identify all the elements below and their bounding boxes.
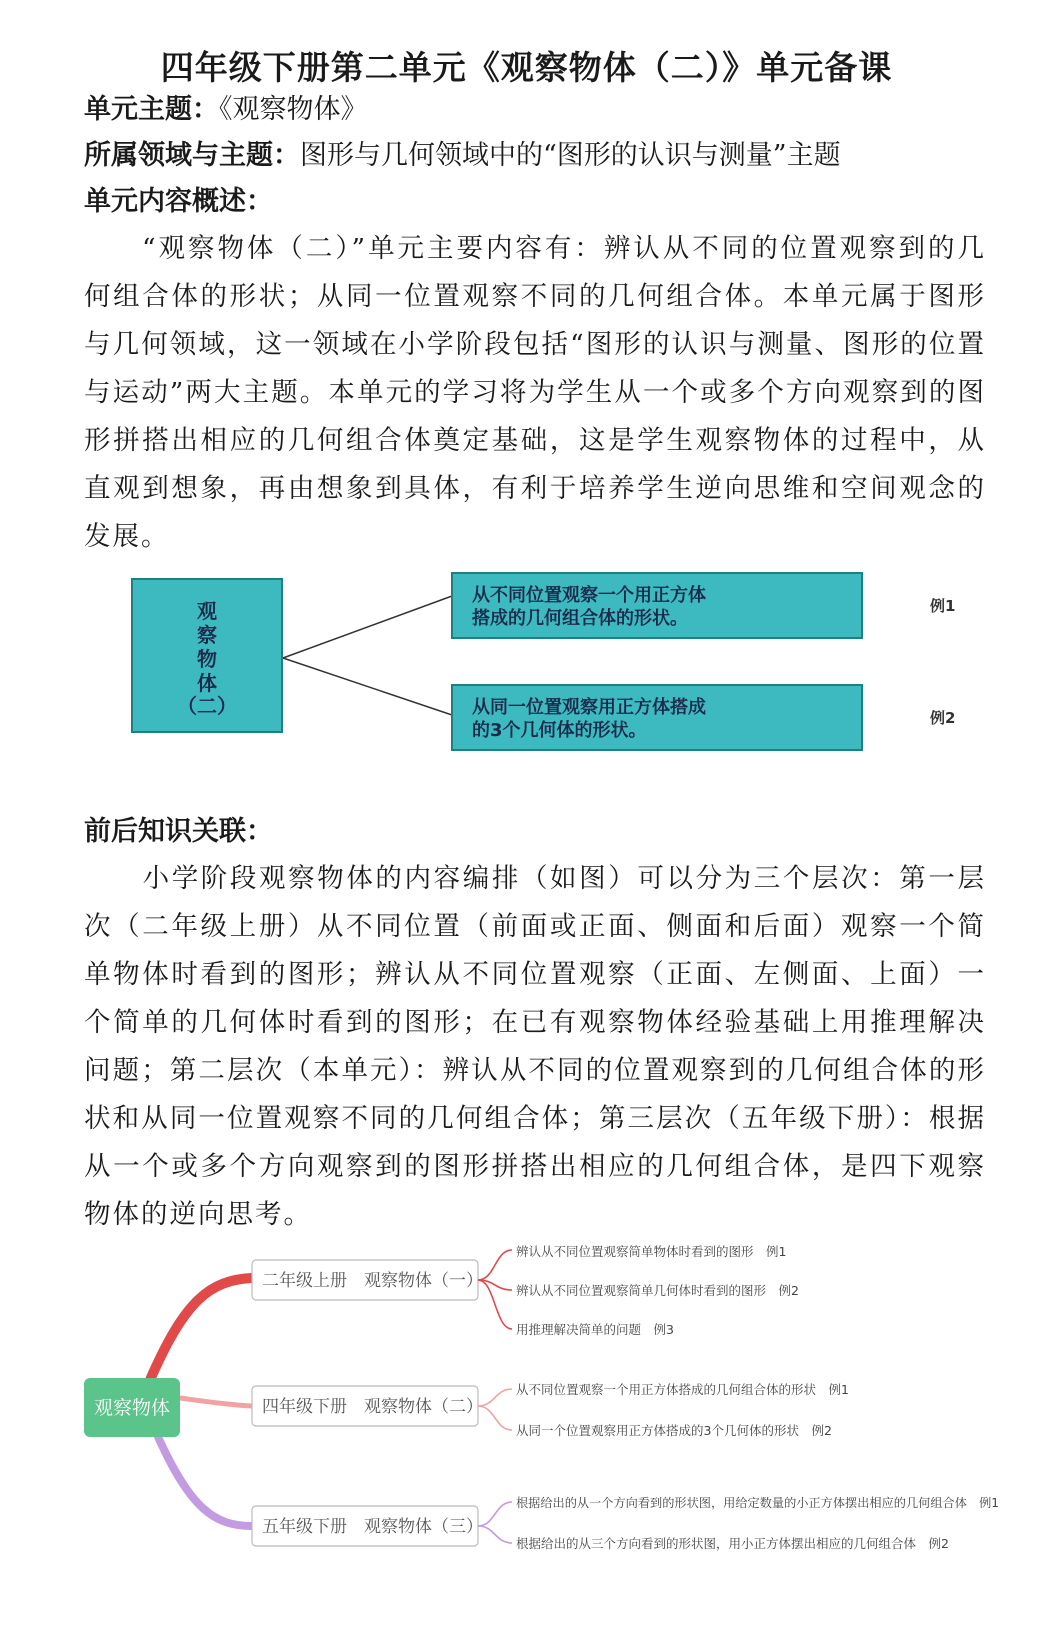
domain-line	[84, 139, 841, 173]
branch-1-example: 例1	[930, 597, 956, 615]
branch-3-leaf-1: 根据给出的从一个方向看到的形状图，用给定数量的小正方体摆出相应的几何组合体 例1	[516, 1496, 1000, 1510]
branch-2-line-1: 从同一位置观察用正方体搭成	[472, 697, 706, 718]
branch-1-leaf-3: 用推理解决简单的问题 例3	[516, 1322, 674, 1337]
branch-3-leaf-2: 根据给出的从三个方向看到的形状图，用小正方体摆出相应的几何组合体 例2	[516, 1536, 949, 1551]
branch-3-label: 五年级下册 观察物体（三）	[262, 1517, 483, 1537]
branch-box-1	[452, 573, 862, 638]
branch-1-label: 二年级上册 观察物体（一）	[262, 1271, 483, 1291]
center-char-5: （二）	[177, 694, 237, 718]
relation-text: 小学阶段观察物体的内容编排（如图）可以分为三个层次：第一层次（二年级上册）从不同位置（前面或正面、侧面和后面）观察一个简单物体时看到的图形；辨认从不同位置观察（正面、左侧面、上面）一个简单的几何体时看到的图形；在已有观察物体经验基础上用推理解决问题；第二层次（本单元）：辨认从不同的位置观察到的几何组合体的形状和从同一位置观察不同的几何组合体；第三层次（五年级下册）：根据从一个或多个方向观察到的图形拼搭出相应的几何组合体，是四下观察物体的逆向思考。	[84, 863, 986, 1230]
branch-1-leaf-2: 辨认从不同位置观察简单几何体时看到的图形 例2	[516, 1283, 799, 1298]
overview-text: “观察物体（二）”单元主要内容有：辨认从不同的位置观察到的几何组合体的形状；从同一位置观察不同的几何组合体。本单元属于图形与几何领域，这一领域在小学阶段包括“图形的认识与测量、图形的位置与运动”两大主题。本单元的学习将为学生从一个或多个方向观察到的图形拼搭出相应的几何组合体奠定基础，这是学生观察物体的过程中，从直观到想象，再由想象到具体，有利于培养学生逆向思维和空间观念的发展。	[84, 233, 986, 552]
overview-paragraph	[84, 225, 986, 561]
main-curve-3	[155, 1430, 252, 1526]
overview-heading: 单元内容概述：	[84, 186, 273, 217]
connector-line-2	[283, 658, 452, 715]
center-char-4: 体	[197, 671, 217, 695]
branch-1-line-1: 从不同位置观察一个用正方体	[472, 585, 706, 606]
domain-label: 所属领域与主题：	[84, 140, 300, 171]
relation-paragraph	[84, 855, 986, 1239]
branch-1-line-2: 搭成的几何组合体的形状。	[472, 608, 688, 629]
main-curve-2	[180, 1398, 252, 1406]
unit-theme-line	[84, 93, 368, 127]
unit-theme-value: 《观察物体》	[219, 94, 368, 125]
center-char-2: 察	[197, 623, 217, 647]
curriculum-mindmap	[0, 1240, 1053, 1570]
domain-value: 图形与几何领域中的“图形的认识与测量”主题	[300, 140, 841, 171]
branch-2-label: 四年级下册 观察物体（二）	[262, 1397, 483, 1417]
branch-box-2	[452, 685, 862, 750]
branch-1-leaf-1: 辨认从不同位置观察简单物体时看到的图形 例1	[516, 1244, 787, 1259]
main-curve-1	[150, 1278, 252, 1380]
root-label: 观察物体	[93, 1397, 171, 1419]
center-char-3: 物	[197, 647, 217, 671]
connector-line-1	[283, 596, 452, 658]
center-box	[132, 579, 282, 732]
branch-2-line-2: 的3个几何体的形状。	[472, 720, 647, 741]
center-char-1: 观	[197, 599, 217, 623]
unit-structure-diagram	[0, 560, 1053, 760]
branch-2-leaf-1: 从不同位置观察一个用正方体搭成的几何组合体的形状 例1	[516, 1382, 849, 1397]
unit-theme-label: 单元主题：	[84, 94, 219, 125]
relation-heading: 前后知识关联：	[84, 816, 273, 847]
page-title: 四年级下册第二单元《观察物体（二）》单元备课	[160, 48, 893, 87]
branch-2-example: 例2	[930, 709, 956, 727]
branch-2-leaf-2: 从同一个位置观察用正方体搭成的3个几何体的形状 例2	[516, 1423, 832, 1438]
